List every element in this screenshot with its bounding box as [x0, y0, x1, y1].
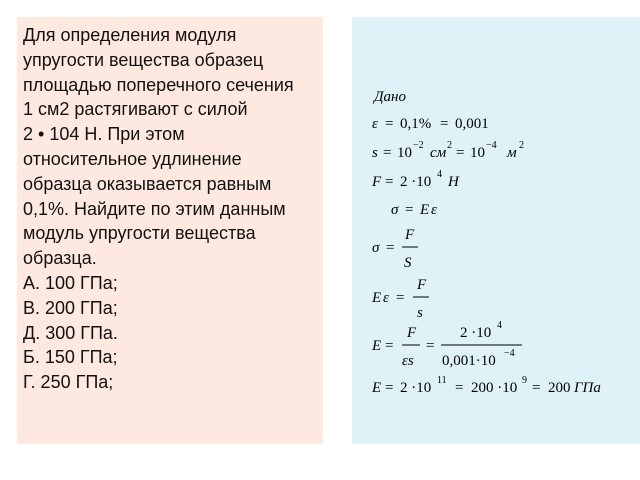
ten-base: 10	[397, 145, 412, 161]
answer-option-g: Г. 250 ГПа;	[23, 372, 114, 393]
equals-sign: =	[385, 116, 394, 132]
problem-panel	[17, 17, 323, 444]
exponent: 2	[447, 140, 452, 151]
problem-text	[23, 23, 321, 395]
exponent: 4	[437, 169, 442, 180]
equals-sign: =	[385, 338, 394, 354]
fraction-denominator: S	[404, 255, 412, 271]
fraction-denominator: 0,001·10	[442, 353, 496, 369]
hooke-law-formula	[391, 202, 437, 218]
equals-sign: =	[532, 380, 541, 396]
force-symbol: F	[372, 174, 382, 190]
unit-cm: см	[430, 145, 447, 161]
fraction-numerator: F	[405, 227, 415, 243]
problem-line: 2 • 104 Н. При этом	[23, 124, 185, 145]
equals-sign: =	[440, 116, 449, 132]
solution-formulas	[352, 17, 640, 444]
problem-line: 1 см2 растягивают с силой	[23, 99, 248, 120]
equals-sign: =	[426, 338, 435, 354]
modulus-symbol: E	[420, 202, 430, 218]
equals-sign: =	[405, 202, 414, 218]
strain-value: 0,001	[455, 116, 489, 132]
given-heading: Дано	[374, 89, 406, 105]
fraction-numerator: 2 ·10	[460, 325, 492, 341]
problem-line: образца оказывается равным	[23, 173, 272, 194]
unit-m: м	[507, 145, 517, 161]
problem-line: Для определения модуля	[23, 25, 237, 45]
modulus-equation	[371, 277, 429, 321]
strain-formula	[372, 116, 489, 132]
modulus-symbol: E	[372, 380, 382, 396]
stress-symbol: σ	[391, 202, 399, 218]
fraction-denominator: εs	[402, 353, 414, 369]
answer-option-b: Б. 150 ГПа;	[23, 347, 118, 368]
equals-sign: =	[455, 380, 464, 396]
equals-sign: =	[383, 145, 392, 161]
ten-base: 10	[470, 145, 485, 161]
result-value: 200	[548, 380, 571, 396]
unit-newton: Н	[448, 174, 459, 190]
exponent: −4	[486, 140, 497, 151]
fraction-numerator: F	[417, 277, 427, 293]
force-coefficient: 2 ·10	[400, 174, 432, 190]
solution-panel	[352, 17, 640, 444]
strain-symbol: ε	[372, 116, 378, 132]
modulus-symbol: E	[372, 290, 382, 306]
area-symbol: s	[372, 145, 378, 161]
problem-line: относительное удлинение	[23, 148, 242, 169]
stress-symbol: σ	[372, 240, 380, 256]
equals-sign: =	[385, 380, 394, 396]
exponent: 2	[519, 140, 524, 151]
problem-line: модуль упругости вещества	[23, 223, 256, 244]
exponent: −4	[504, 348, 515, 359]
modulus-calculation	[371, 320, 522, 369]
stress-formula	[372, 227, 418, 271]
fraction-denominator: s	[417, 305, 423, 321]
equals-sign: =	[386, 240, 395, 256]
answer-option-d: Д. 300 ГПа.	[23, 322, 118, 343]
fraction-numerator: F	[407, 325, 417, 341]
final-result	[371, 375, 601, 396]
force-formula	[371, 169, 460, 190]
equals-sign: =	[385, 174, 394, 190]
area-formula	[372, 140, 524, 161]
problem-line: упругости вещества образец	[23, 49, 264, 70]
result-unit: ГПа	[574, 380, 601, 396]
problem-line: 0,1%. Найдите по этим данным	[23, 198, 286, 219]
equals-sign: =	[456, 145, 465, 161]
problem-line: образца.	[23, 248, 97, 269]
strain-percent: 0,1%	[400, 116, 432, 132]
exponent: 4	[497, 320, 502, 331]
result-coefficient: 200 ·10	[471, 380, 518, 396]
equals-sign: =	[396, 290, 405, 306]
exponent: −2	[413, 140, 424, 151]
exponent: 11	[437, 375, 447, 386]
modulus-symbol: E	[372, 338, 382, 354]
result-coefficient: 2 ·10	[400, 380, 432, 396]
strain-symbol: ε	[431, 202, 437, 218]
problem-line: площадью поперечного сечения	[23, 74, 294, 95]
answer-option-v: В. 200 ГПа;	[23, 297, 118, 318]
strain-symbol: ε	[383, 290, 389, 306]
exponent: 9	[522, 375, 527, 386]
answer-option-a: А. 100 ГПа;	[23, 272, 118, 293]
